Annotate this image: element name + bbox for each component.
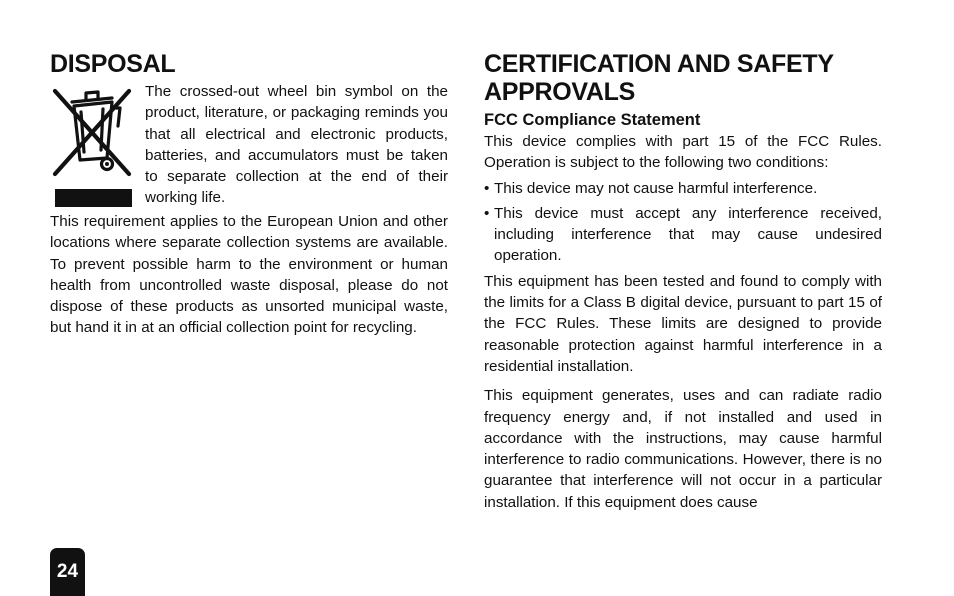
weee-symbol — [50, 86, 134, 209]
condition-text: This device may not cause harmful interference. — [494, 179, 818, 197]
fcc-conditions-list — [484, 178, 882, 267]
page-number: 24 — [56, 561, 79, 582]
disposal-symbol-text: The crossed-out wheel bin symbol on the product, literature, or packaging reminds you that all electrical and electronic products, batteries, and accumulators must be taken to separate collection at the end of their working life. — [145, 83, 448, 207]
disposal-heading: DISPOSAL — [50, 50, 176, 78]
fcc-intro: This device complies with part 15 of the FCC Rules. Operation is subject to the following two conditions: — [484, 133, 882, 172]
weee-underline-bar — [55, 189, 132, 207]
fcc-subheading: FCC Compliance Statement — [484, 111, 701, 129]
disposal-symbol-block — [50, 83, 448, 209]
crossed-out-wheelie-bin-icon — [50, 86, 134, 186]
list-item — [484, 203, 882, 267]
disposal-section — [50, 50, 448, 339]
condition-text: This device must accept any interference received, including interference that may cause undesired operation. — [494, 204, 882, 265]
certification-section — [484, 50, 882, 513]
page-number-tab — [50, 548, 85, 596]
disposal-paragraph: This requirement applies to the European Union and other locations where separate collection systems are available. To prevent possible harm to the environment or human health from uncontrolled waste disposal, please do not dispose of these products as unsorted municipal waste, but hand it in at an official collection point for recycling. — [50, 213, 448, 337]
fcc-paragraph-interference: This equipment generates, uses and can radiate radio frequency energy and, if not installed and used in accordance with the instructions, may cause harmful interference to radio communications. However, there is no guarantee that interference will not occur in a particular installation. If this equipment does cause — [484, 387, 882, 511]
bullet: • — [484, 179, 490, 197]
certification-heading: CERTIFICATION AND SAFETY APPROVALS — [484, 50, 834, 106]
bullet: • — [484, 204, 490, 222]
fcc-paragraph-class-b: This equipment has been tested and found to comply with the limits for a Class B digital device, pursuant to part 15 of the FCC Rules. These limits are designed to provide reasonable protection against harmful interference in a residential installation. — [484, 272, 882, 375]
list-item — [484, 178, 882, 199]
